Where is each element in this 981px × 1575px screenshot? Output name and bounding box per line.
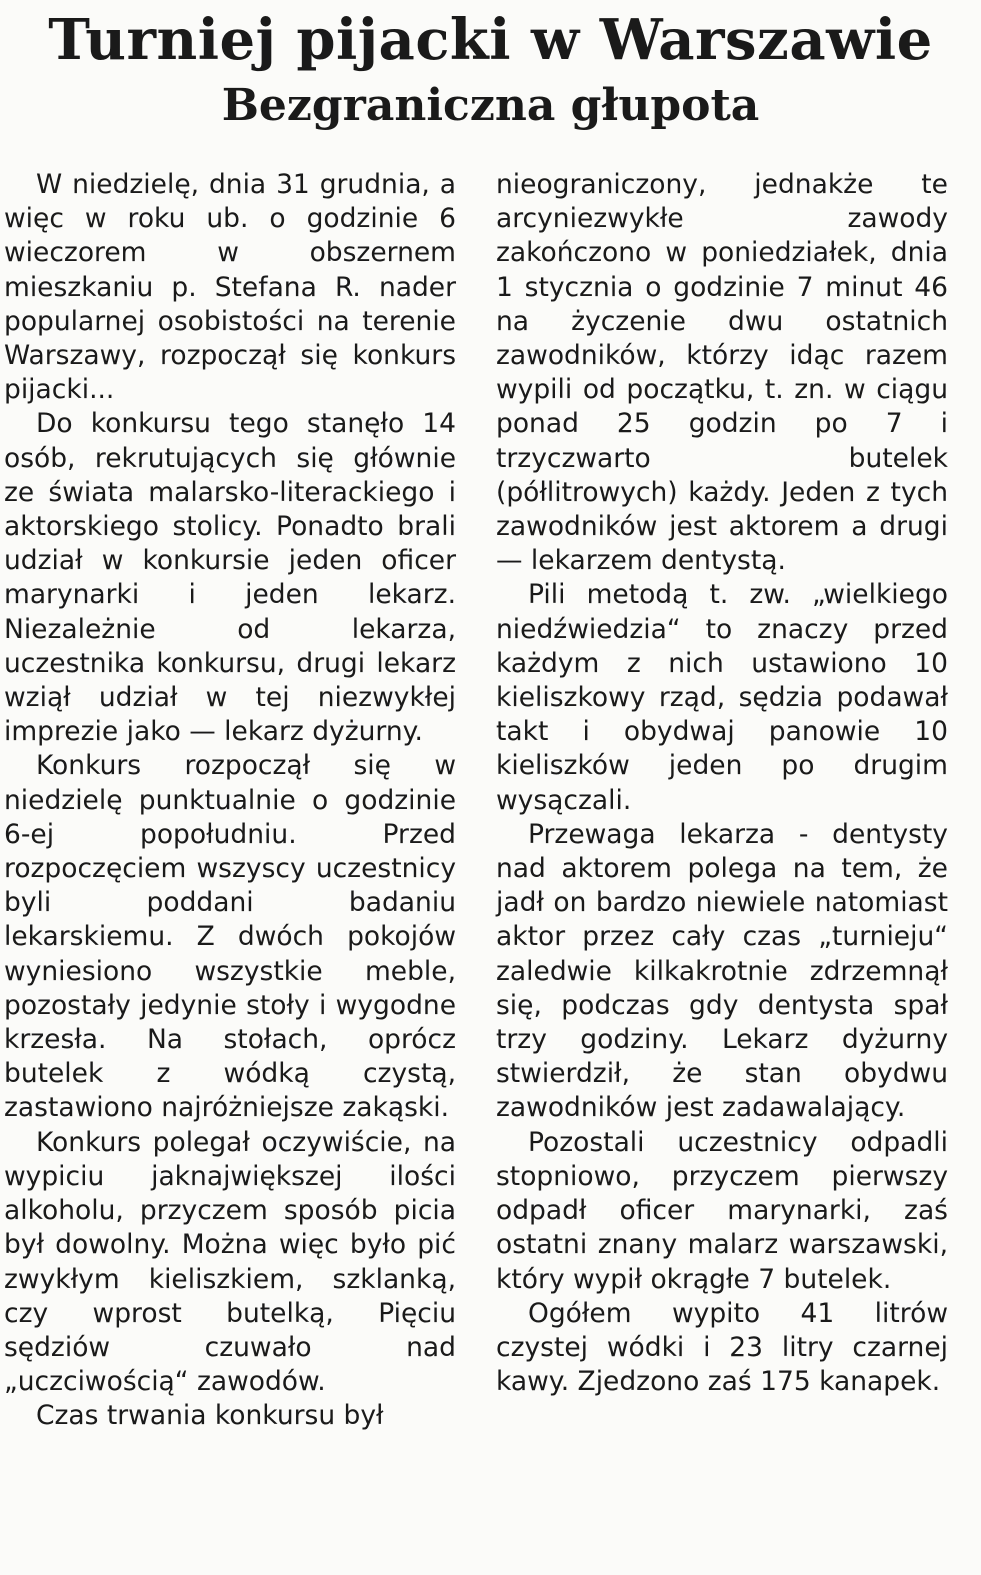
paragraph: W niedzielę, dnia 31 grudnia, a więc w roku ub. o godzinie 6 wieczorem w obszernem mieszkaniu p. Stefana R. nader popularnej osobistości na terenie Warszawy, rozpoczął się konkurs pijacki... <box>4 169 456 406</box>
paragraph: Ogółem wypito 41 litrów czystej wódki i 23 litry czarnej kawy. Zjedzono zaś 175 kanapek. <box>496 1297 948 1398</box>
left-column <box>4 168 456 1434</box>
paragraph-continued: nieograniczony, jednakże te arcyniezwykłe zawody zakończono w poniedziałek, dnia 1 stycznia o godzinie 7 minut 46 na życzenie dwu ostatnich zawodników, którzy idąc razem wypili od początku, t. zn. w ciągu ponad 25 godzin po 7 i trzyczwarto butelek (półlitrowych) każdy. Jeden z tych zawodników jest aktorem a drugi — lekarzem dentystą. <box>496 169 948 577</box>
paragraph: Pozostali uczestnicy odpadli stopniowo, przyczem pierwszy odpadł oficer marynarki, zaś ostatni znany malarz warszawski, który wypił okrągłe 7 butelek. <box>496 1126 948 1295</box>
paragraph: Konkurs polegał oczywiście, na wypiciu jaknajwiększej ilości alkoholu, przyczem sposób picia był dowolny. Można więc było pić zwykłym kieliszkiem, szklanką, czy wprost butelką, Pięciu sędziów czuwało nad „uczciwością“ zawodów. <box>4 1126 456 1398</box>
paragraph: Przewaga lekarza - dentysty nad aktorem polega na tem, że jadł on bardzo niewiele natomiast aktor przez cały czas „turnieju“ zaledwie kilkakrotnie zdrzemnął się, podczas gdy dentysta spał trzy godziny. Lekarz dyżurny stwierdził, że stan obydwu zawodników jest zadawalający. <box>496 818 948 1124</box>
paragraph: Do konkursu tego stanęło 14 osób, rekrutujących się głównie ze świata malarsko-literackiego i aktorskiego stolicy. Ponadto brali udział w konkursie jeden oficer marynarki i jeden lekarz. Niezależnie od lekarza, uczestnika konkursu, drugi lekarz wziął udział w tej niezwykłej imprezie jako — lekarz dyżurny. <box>4 408 456 748</box>
paragraph: Pili metodą t. zw. „wielkiego niedźwiedzia“ to znaczy przed każdym z nich ustawiono 10 kieliszkowy rząd, sędzia podawał takt i obydwaj panowie 10 kieliszków jeden po drugim wysączali. <box>496 579 948 816</box>
right-column <box>496 168 948 1399</box>
paragraph: Konkurs rozpoczął się w niedzielę punktualnie o godzinie 6-ej popołudniu. Przed rozpoczęciem wszyscy uczestnicy byli poddani badaniu lekarskiemu. Z dwóch pokojów wyniesiono wszystkie meble, pozostały jedynie stoły i wygodne krzesła. Na stołach, oprócz butelek z wódką czystą, zastawiono najróżniejsze zakąski. <box>4 750 456 1124</box>
article-headline: Turniej pijacki w Warszawie <box>48 7 933 73</box>
paragraph: Czas trwania konkursu był <box>36 1400 384 1432</box>
article-subheadline: Bezgraniczna głupota <box>221 80 760 131</box>
